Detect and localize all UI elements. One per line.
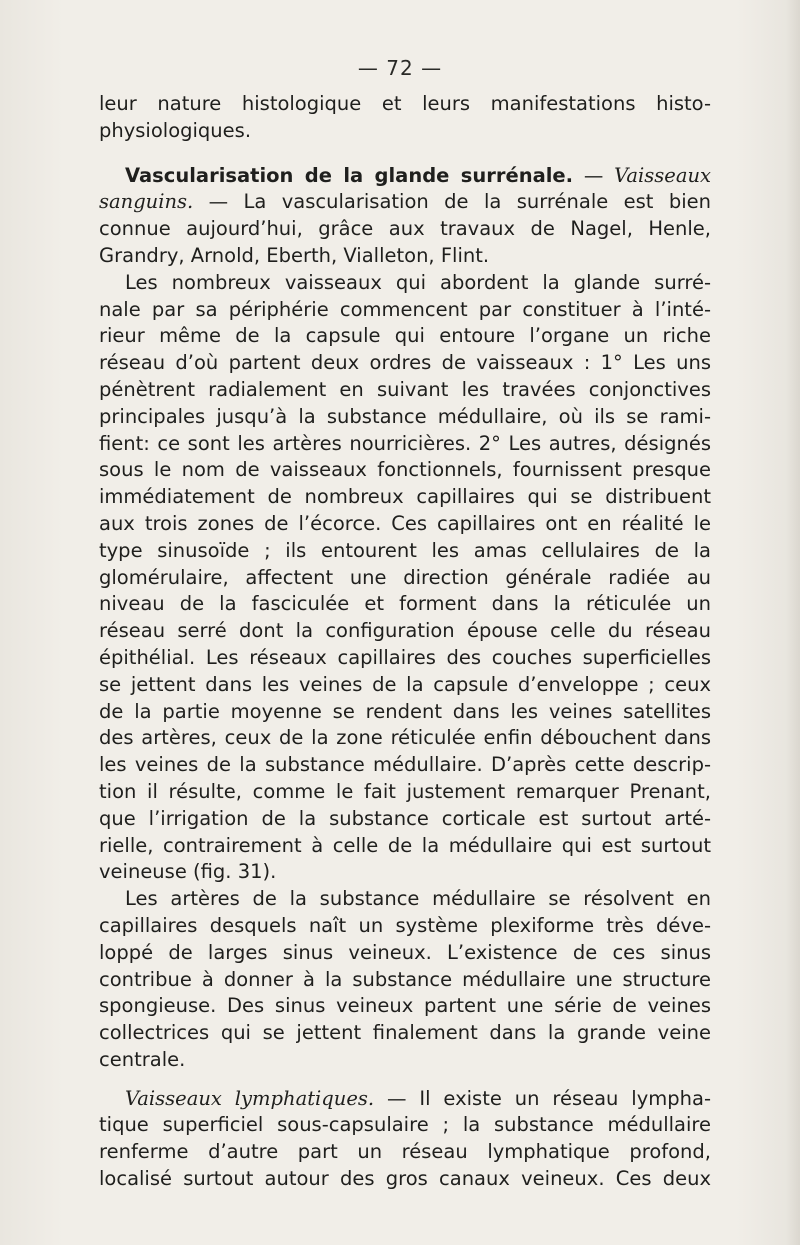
text-line: rielle, contrairement à celle de la médullaire qui est surtout <box>99 833 711 857</box>
text-line: connue aujourd’hui, grâce aux travaux de Nagel, Henle, <box>99 217 711 241</box>
text-line: rieur même de la capsule qui entoure l’organe un riche <box>99 324 711 348</box>
text-line: veineuse (fig. 31). <box>99 860 277 884</box>
text-line: loppé de larges sinus veineux. L’existence de ces sinus <box>99 940 711 964</box>
text-line: Les nombreux vaisseaux qui abordent la glande surré- <box>125 270 711 294</box>
text-line: pénètrent radialement en suivant les travées conjonctives <box>99 377 711 401</box>
text-line: capillaires desquels naît un système plexiforme très déve- <box>99 913 711 937</box>
text-line: type sinusoïde ; ils entourent les amas cellulaires de la <box>99 538 711 562</box>
text-line: nale par sa périphérie commencent par constituer à l’inté- <box>99 297 711 321</box>
text-line: de la partie moyenne se rendent dans les veines satellites <box>99 699 711 723</box>
section-heading-line <box>99 1086 711 1113</box>
subheading: Vaisseaux lymphatiques. <box>125 1086 375 1110</box>
text-line: Les artères de la substance médullaire se résolvent en <box>125 887 711 911</box>
text-span: — La vascularisation de la surrénale est bien <box>193 190 711 214</box>
text-line: contribue à donner à la substance médullaire une structure <box>99 967 711 991</box>
text-line: les veines de la substance médullaire. D’après cette descrip- <box>99 753 711 777</box>
text-line: tique superficiel sous-capsulaire ; la substance médullaire <box>99 1113 711 1137</box>
text-line: épithélial. Les réseaux capillaires des couches superficielles <box>99 645 711 669</box>
text-line: localisé surtout autour des gros canaux veineux. Ces deux <box>99 1167 711 1191</box>
text-line: réseau d’où partent deux ordres de vaisseaux : 1° Les uns <box>99 351 711 375</box>
text-line: réseau serré dont la configuration épouse celle du réseau <box>99 619 711 643</box>
heading-dash: — <box>573 163 615 187</box>
text-line: glomérulaire, affectent une direction générale radiée au <box>99 565 711 589</box>
text-line: spongieuse. Des sinus veineux partent une série de veines <box>99 994 711 1018</box>
text-line: se jettent dans les veines de la capsule d’enveloppe ; ceux <box>99 672 711 696</box>
text-line: tion il résulte, comme le fait justement remarquer Prenant, <box>99 779 711 803</box>
text-line: centrale. <box>99 1047 186 1071</box>
section-heading: Vascularisation de la glande surrénale. <box>125 163 574 187</box>
text-line: Grandry, Arnold, Eberth, Vialleton, Flint. <box>99 243 490 267</box>
text-line: fient: ce sont les artères nourricières. 2° Les autres, désignés <box>99 431 711 455</box>
page-shadow-edge <box>786 0 800 1245</box>
text-line: niveau de la fasciculée et forment dans la réticulée un <box>99 592 711 616</box>
text-line: sous le nom de vaisseaux fonctionnels, fournissent presque <box>99 458 711 482</box>
text-line: renferme d’autre part un réseau lymphatique profond, <box>99 1140 711 1164</box>
text-line: que l’irrigation de la substance corticale est surtout arté- <box>99 806 711 830</box>
text-span: — Il existe un réseau lympha- <box>374 1086 711 1110</box>
text-line: immédiatement de nombreux capillaires qui se distribuent <box>99 485 711 509</box>
text-line: principales jusqu’à la substance médullaire, où ils se rami- <box>99 404 711 428</box>
text-line: collectrices qui se jettent finalement dans la grande veine <box>99 1021 711 1045</box>
text-line: physiologiques. <box>99 118 252 142</box>
text-line: des artères, ceux de la zone réticulée enfin débouchent dans <box>99 726 711 750</box>
text-line: aux trois zones de l’écorce. Ces capillaires ont en réalité le <box>99 511 711 535</box>
page-number: — 72 — <box>357 56 443 80</box>
subheading: Vaisseaux <box>614 163 711 187</box>
body-text <box>99 91 711 1193</box>
text-line <box>99 189 711 216</box>
text-line: leur nature histologique et leurs manifestations histo- <box>99 92 711 115</box>
section-heading-line <box>99 163 711 190</box>
subheading-continued: sanguins. <box>99 190 194 214</box>
